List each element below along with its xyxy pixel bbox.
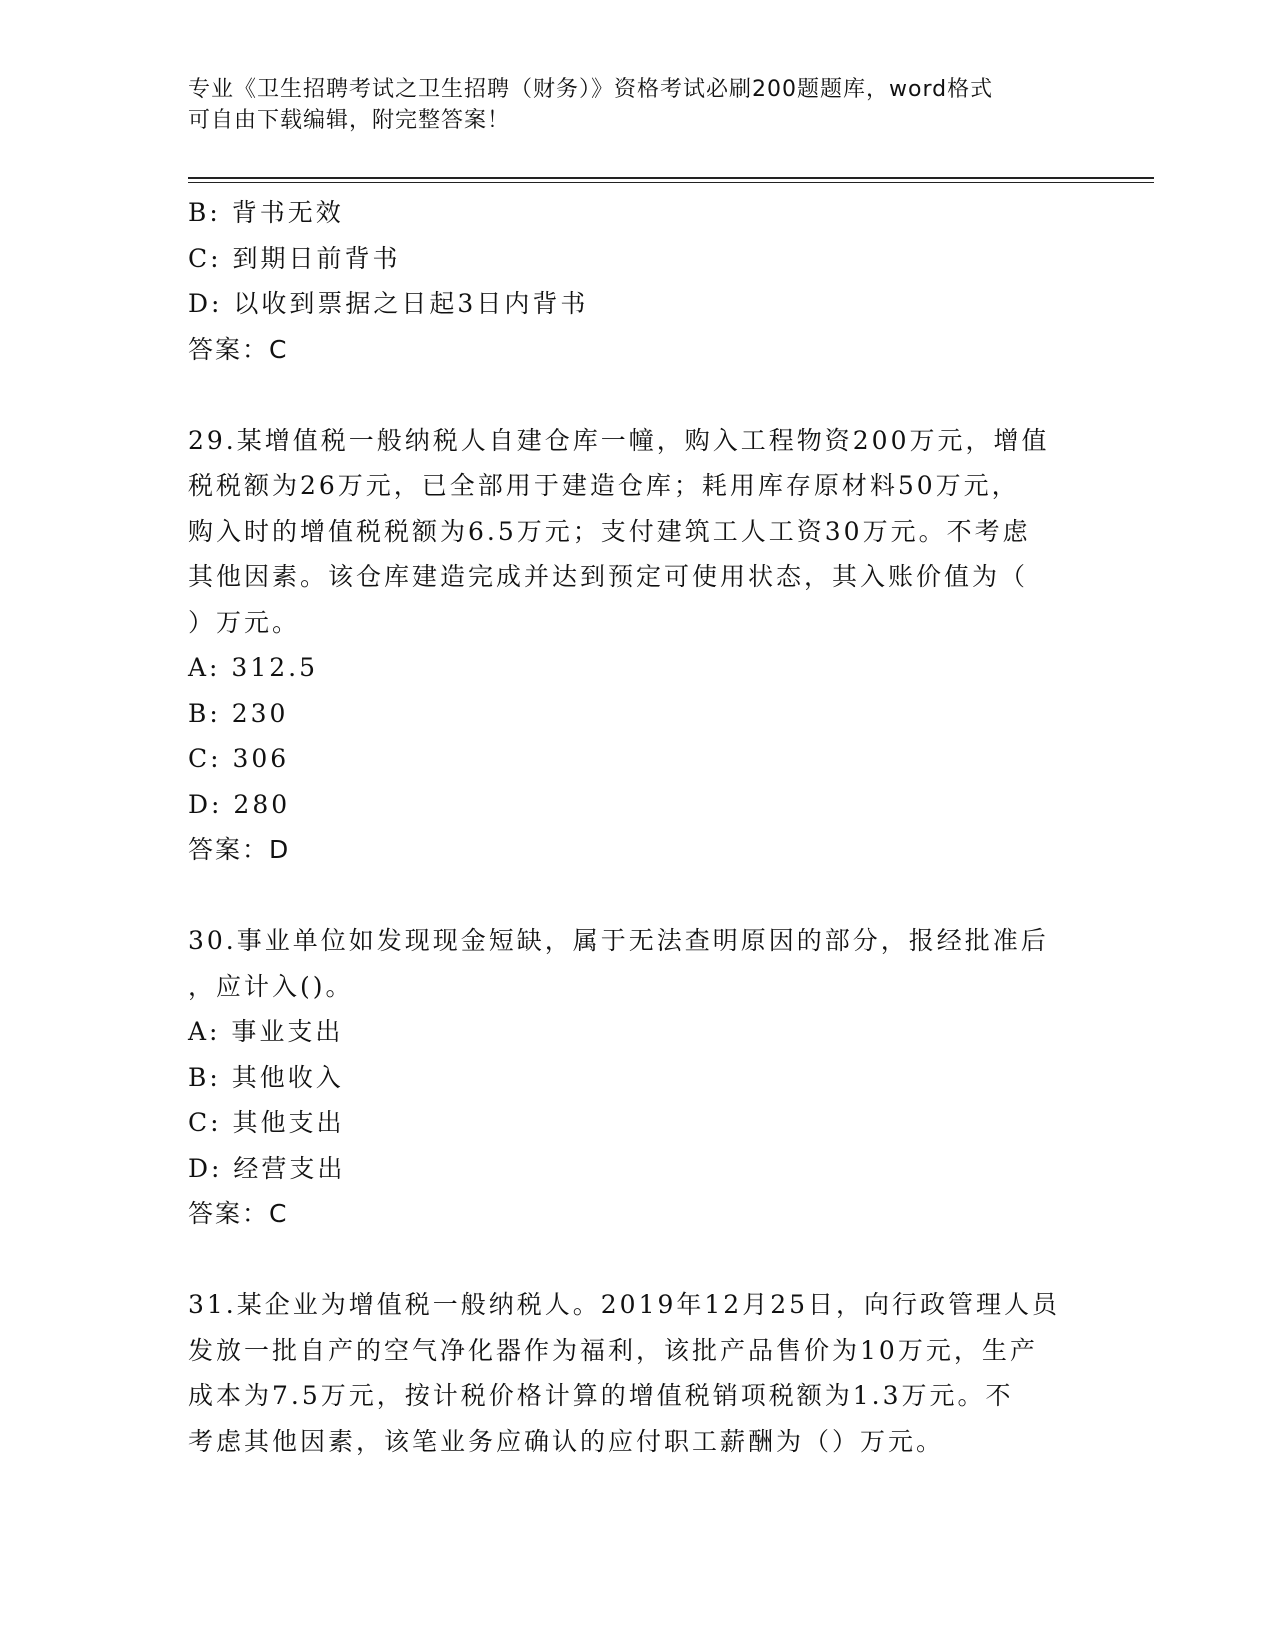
question-content <box>188 190 1088 1464</box>
q28-option-b: B: 背书无效 <box>188 198 344 227</box>
q30-option-c: C: 其他支出 <box>188 1108 345 1137</box>
q29-text-line: ）万元。 <box>188 607 301 637</box>
q30-text-line: 30.事业单位如发现现金短缺，属于无法查明原因的部分，报经批准后 <box>188 926 1049 955</box>
q29-option-a: A: 312.5 <box>188 653 318 682</box>
q30-text-line: ，应计入()。 <box>188 971 354 1001</box>
q31-text-line: 成本为7.5万元，按计税价格计算的增值税销项税额为1.3万元。不 <box>188 1381 1014 1410</box>
q29-option-c: C: 306 <box>188 744 290 773</box>
spacer <box>188 372 1088 418</box>
q28-option-d: D: 以收到票据之日起3日内背书 <box>188 289 589 318</box>
q30-option-b: B: 其他收入 <box>188 1062 344 1092</box>
q29-option-d: D: 280 <box>188 789 291 819</box>
header-line-2: 可自由下载编辑，附完整答案！ <box>188 108 511 133</box>
q31-text-line: 31.某企业为增值税一般纳税人。2019年12月25日，向行政管理人员 <box>188 1290 1061 1319</box>
q29-text-line: 29.某增值税一般纳税人自建仓库一幢，购入工程物资200万元，增值 <box>188 425 1050 455</box>
q30-option-a: A: 事业支出 <box>188 1017 344 1046</box>
q29-text-line: 购入时的增值税税额为6.5万元；支付建筑工人工资30万元。不考虑 <box>188 516 1031 546</box>
header-divider-thick <box>188 177 1154 179</box>
q29-option-b: B: 230 <box>188 698 289 728</box>
q31-text-line: 考虑其他因素，该笔业务应确认的应付职工薪酬为（）万元。 <box>188 1426 945 1456</box>
q28-option-c: C: 到期日前背书 <box>188 243 401 273</box>
header-line-1: 专业《卫生招聘考试之卫生招聘（财务）》资格考试必刷200题题库，word格式 <box>188 77 994 102</box>
q28-answer: 答案：C <box>188 334 289 364</box>
q30-option-d: D: 经营支出 <box>188 1153 346 1183</box>
q29-text-line: 税税额为26万元，已全部用于建造仓库；耗用库存原材料50万元， <box>188 471 1020 500</box>
header-divider-thin <box>188 182 1154 183</box>
q30-answer: 答案：C <box>188 1199 289 1228</box>
q29-text-line: 其他因素。该仓库建造完成并达到预定可使用状态，其入账价值为（ <box>188 562 1029 591</box>
q29-answer: 答案：D <box>188 835 291 864</box>
spacer <box>188 873 1088 919</box>
document-header <box>188 74 1068 136</box>
q31-text-line: 发放一批自产的空气净化器作为福利，该批产品售价为10万元，生产 <box>188 1335 1038 1365</box>
spacer <box>188 1237 1088 1283</box>
